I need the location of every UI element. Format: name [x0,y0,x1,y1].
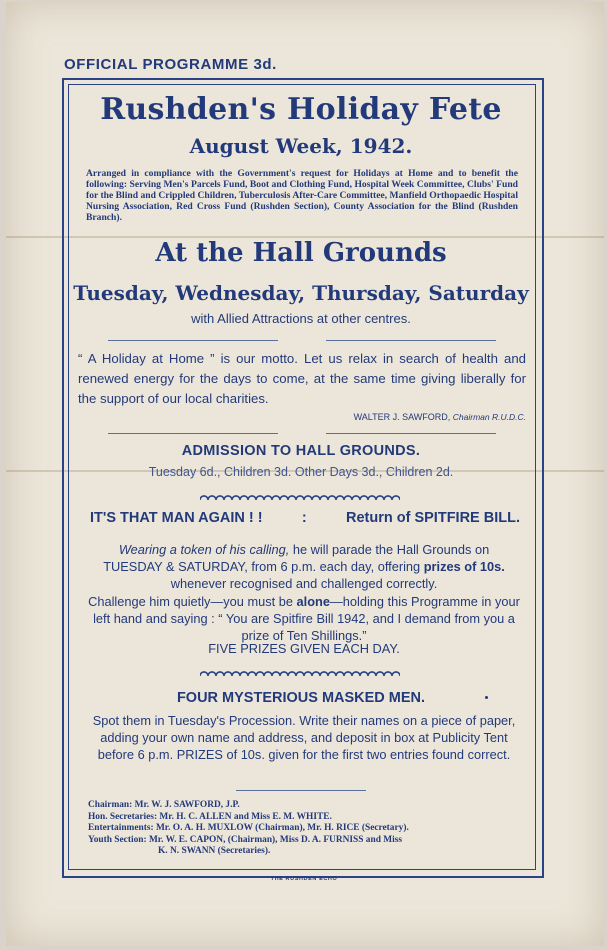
committee-line: Hon. Secretaries: Mr. H. C. ALLEN and Miss E. M. WHITE. [88,811,332,822]
text-run: whenever recognised and challenged correctly. [170,576,438,591]
printer-imprint: THE RUSHDEN ECHO [270,876,338,882]
committee-line: Entertainments: Mr. O. A. H. MUXLOW (Chairman), Mr. H. RICE (Secretary). [88,823,409,833]
divider [326,340,496,341]
fete-title: Rushden's Holiday Fete [100,92,502,127]
five-prizes-line: FIVE PRIZES GIVEN EACH DAY. [208,641,400,656]
bold-phrase: prizes of 10s. [423,559,505,574]
committee-line: K. N. SWANN (Secretaries). [158,846,271,856]
spitfire-paragraph-2 [88,593,520,644]
committee-list [88,800,528,858]
text-run: Challenge him quietly—you must be [88,594,297,609]
beneficiaries-text: Arranged in compliance with the Government's request for Holidays at Home and to benefit the following: Serving Men's Parcels Fund, Boot and Clothing Fund, Hospital Week Committee, Clubs' Fund for the Blind and Crippled Children, Tuberculosis After-Care Committee, Manfield Orthopaedic Hospital Nursing Association, Red Cross Fund (Rushden Section), County Association for the Blind (Rushden Branch). [86,168,518,223]
spitfire-bill-title: Return of SPITFIRE BILL. [346,510,520,526]
spitfire-paragraph-1 [88,541,520,592]
committee-line: Chairman: Mr. W. J. SAWFORD, J.P. [88,800,240,810]
admission-prices: Tuesday 6d., Children 3d. Other Days 3d., Children 2d. [148,465,454,479]
bold-phrase: alone [296,594,330,609]
allied-attractions: with Allied Attractions at other centres. [191,311,411,326]
wavy-divider [200,668,400,676]
ink-dot [485,696,488,699]
text-run: he will parade the Hall Grounds on TUESDAY & SATURDAY, from 6 p.m. each day, offering [103,542,490,574]
heading-separator: : [301,510,307,526]
italic-phrase: Wearing a token of his calling, [118,542,290,557]
signature-name: WALTER J. SAWFORD, [353,412,451,422]
divider [108,433,278,434]
signature-title: Chairman R.U.D.C. [452,412,526,422]
masked-men-text: Spot them in Tuesday's Procession. Write their names on a piece of paper, adding your own name and address, and deposit in box at Publicity Tent before 6 p.m. PRIZES of 10s. given for the first two entries found correct. [92,713,516,762]
spitfire-heading [90,510,520,526]
motto-text: “ A Holiday at Home ” is our motto. Let us relax in search of health and renewed energy for the days to come, at the same time giving liberally for the support of our local charities. [78,351,526,406]
motto-signature [354,412,526,422]
divider [236,790,366,791]
venue-heading: At the Hall Grounds [155,238,447,268]
divider [326,433,496,434]
programme-price-label: OFFICIAL PROGRAMME 3d. [64,56,277,73]
itma-title: IT'S THAT MAN AGAIN ! ! [90,510,263,526]
masked-men-heading: FOUR MYSTERIOUS MASKED MEN. [176,690,426,706]
admission-heading: ADMISSION TO HALL GROUNDS. [181,443,421,459]
text-run: —holding this Programme in your left hand and saying : “ You are Spitfire Bill 1942, and I demand from you a prize of Ten Shillings.” [93,594,520,643]
committee-line: Youth Section: Mr. W. E. CAPON, (Chairman), Miss D. A. FURNISS and Miss [88,834,403,845]
fete-date: August Week, 1942. [189,134,413,158]
divider [108,340,278,341]
venue-days: Tuesday, Wednesday, Thursday, Saturday [73,281,529,305]
wavy-divider [200,492,400,500]
